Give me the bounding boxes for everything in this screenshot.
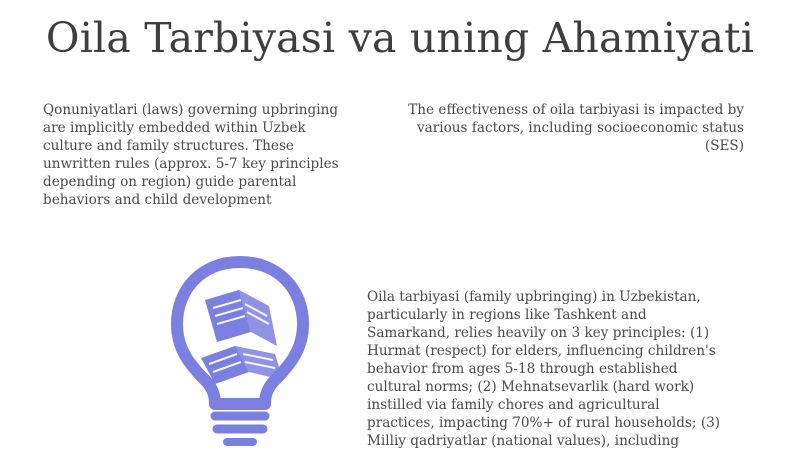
text-block-effectiveness: The effectiveness of oila tarbiyasi is impacted by various factors, including socioeconomic status (SES) (408, 102, 744, 154)
text-block-laws: Qonuniyatlari (laws) governing upbringing are implicitly embedded within Uzbek culture and family structures. These unwritten rules (approx. 5-7 key principles depending on region) guide parental behaviors and child development (43, 102, 339, 208)
text-block-principles: Oila tarbiyasi (family upbringing) in Uzbekistan, particularly in regions like Tashkent and Samarkand, relies heavily on 3 key principles: (1) Hurmat (respect) for elders, influencing children's behavior from ages 5-18 through established cultural norms; (2) Mehnatsevarlik (hard work) instilled via family chores and agricultural practices, impacting 70%+ of rural households; (3) Milliy qadriyatlar (national values), including (367, 289, 721, 449)
lightbulb-book-icon (165, 254, 315, 449)
page-title: Oila Tarbiyasi va uning Ahamiyati (45, 14, 755, 62)
